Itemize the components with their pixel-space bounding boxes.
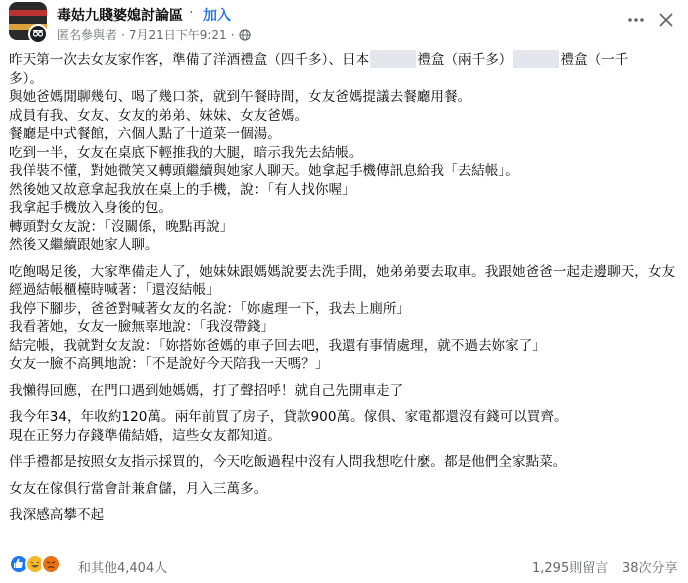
redacted-block <box>370 50 416 68</box>
post-body <box>9 50 681 533</box>
reaction-count[interactable]: 和其他4,404人 <box>78 561 168 576</box>
text-segment: 禮盒（兩千多） <box>417 52 513 68</box>
more-horizontal-icon <box>627 11 645 29</box>
text-line: 成員有我、女友、女友的弟弟、妹妹、女友爸媽。 <box>9 107 309 124</box>
anonymous-icon <box>32 28 44 40</box>
anonymous-avatar[interactable] <box>28 24 48 44</box>
reaction-icons[interactable] <box>9 554 69 574</box>
text-line: 然後她又故意拿起我放在桌上的手機，說：「有人找你喔」 <box>9 181 356 198</box>
separator-dot: · <box>189 5 194 21</box>
text-line: 我懶得回應，在門口遇到她媽媽，打了聲招呼！就自己先開車走了 <box>9 382 404 399</box>
text-line: 與她爸媽閒聊幾句、喝了幾口茶，就到午餐時間，女友爸媽提議去餐廳用餐。 <box>9 89 472 105</box>
text-line: 吃飽喝足後，大家準備走人了，她妹妹跟媽媽說要去洗手間，她弟弟要去取車。我跟她爸爸一起走邊聊天，女友經過結帳櫃檯時喊著：「還沒結帳」 <box>9 263 676 298</box>
globe-icon <box>239 29 251 41</box>
more-options-button[interactable] <box>622 6 650 34</box>
close-icon <box>658 12 674 28</box>
text-line: 我今年34，年收約120萬。兩年前買了房子，貸款900萬。傢俱、家電都還沒有錢可以買齊。 <box>9 409 568 425</box>
text-line: 餐廳是中式餐館，六個人點了十道菜一個湯。 <box>9 126 281 142</box>
text-line: 我佯裝不懂，對她微笑又轉頭繼續與她家人聊天。她拿起手機傳訊息給我「去結帳」。 <box>9 163 519 179</box>
text-line: 然後又繼續跟她家人聊。 <box>9 237 159 253</box>
comment-count[interactable]: 1,295則留言 <box>532 561 609 576</box>
paragraph-3 <box>9 382 681 401</box>
angry-face-icon <box>43 556 59 572</box>
join-group-link[interactable]: 加入 <box>203 8 231 24</box>
text-line: 我拿起手機放入身後的包。 <box>9 200 173 216</box>
text-line: 女友在傢俱行當會計兼倉儲，月入三萬多。 <box>9 480 268 497</box>
text-line: 伴手禮都是按照女友指示採買的，今天吃飯過程中沒有人問我想吃什麼。都是他們全家點菜。 <box>9 454 567 470</box>
text-line: 轉頭對女友說：「沒關係，晚點再說」 <box>9 218 234 235</box>
paragraph-6 <box>9 480 681 499</box>
text-line: 女友一臉不高興地說：「不是說好今天陪我一天嗎？」 <box>9 356 329 372</box>
paragraph-4 <box>9 408 681 445</box>
text-line: 現在正努力存錢準備結婚，這些女友都知道。 <box>9 427 281 444</box>
author-name[interactable]: 匿名參與者 <box>57 28 118 42</box>
text-line: 結完帳，我就對女友說：「妳搭妳爸媽的車子回去吧，我還有事情處理，就不過去妳家了」 <box>9 337 546 354</box>
close-button[interactable] <box>652 6 680 34</box>
text-line: 吃到一半，女友在桌底下輕推我的大腿，暗示我先去結帳。 <box>9 144 363 161</box>
text-line: 多）。 <box>9 70 43 87</box>
text-line <box>9 50 681 70</box>
paragraph-5 <box>9 453 681 472</box>
meta-dot: · <box>230 27 235 42</box>
text-segment: 禮盒（一千 <box>560 52 629 68</box>
paragraph-2 <box>9 263 681 374</box>
redacted-block <box>513 50 559 68</box>
post-meta <box>57 26 251 43</box>
meta-dot: · <box>121 27 125 42</box>
paragraph-1 <box>9 50 681 255</box>
text-line: 我看著她，女友一臉無辜地說：「我沒帶錢」 <box>9 319 275 335</box>
angry-reaction-icon <box>41 554 61 574</box>
post-header <box>0 0 688 48</box>
group-name[interactable]: 毒姑九賤婆媳討論區 <box>57 8 183 24</box>
post-footer <box>0 550 688 580</box>
text-line: 我停下腳步，爸爸對喊著女友的名說：「妳處理一下，我去上廁所」 <box>9 300 411 317</box>
text-line: 我深感高攀不起 <box>9 507 105 523</box>
text-segment: 昨天第一次去女友家作客，準備了洋酒禮盒（四千多）、日本 <box>9 52 370 68</box>
post-date[interactable]: 7月21日下午9:21 <box>128 28 227 42</box>
paragraph-7 <box>9 506 681 525</box>
share-count[interactable]: 38次分享 <box>622 561 678 576</box>
